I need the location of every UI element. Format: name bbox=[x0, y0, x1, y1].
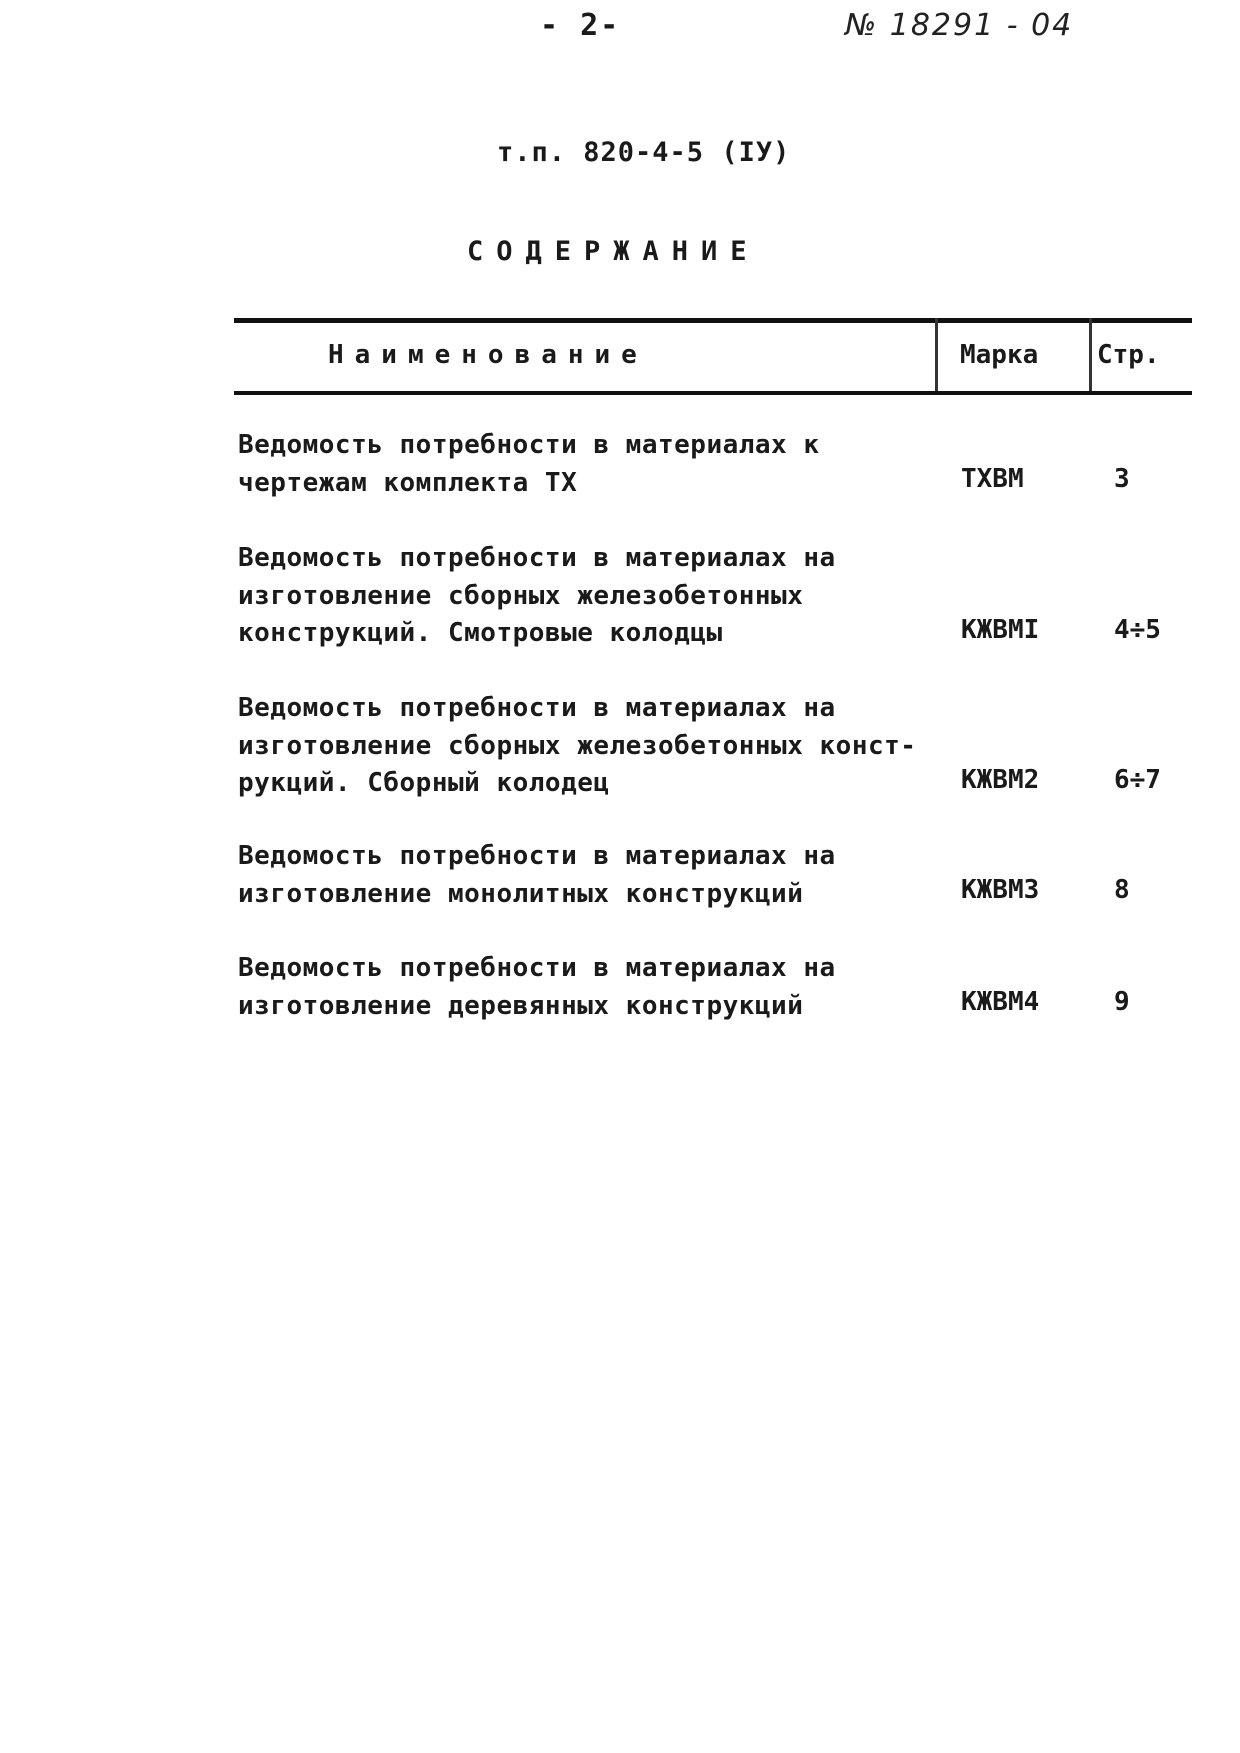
row-mark: ТХВМ bbox=[961, 464, 1024, 494]
handwritten-document-number: № 18291 - 04 bbox=[845, 8, 1074, 43]
row-page: 3 bbox=[1114, 464, 1130, 494]
column-header-page: Стр. bbox=[1097, 340, 1160, 370]
row-name: Ведомость потребности в материалах на изготовление сборных железобетонных конструкций. Смотровые колодцы bbox=[238, 543, 836, 648]
row-name: Ведомость потребности в материалах к чертежам комплекта ТХ bbox=[238, 430, 820, 498]
row-page: 9 bbox=[1114, 987, 1130, 1017]
row-mark: КЖВМ3 bbox=[961, 875, 1040, 905]
table-header-bottom-rule bbox=[234, 391, 1192, 395]
row-page: 8 bbox=[1114, 875, 1130, 905]
row-name: Ведомость потребности в материалах на изготовление монолитных конструкций bbox=[238, 841, 836, 909]
table-header-divider-1 bbox=[935, 318, 938, 392]
document-code: т.п. 820-4-5 (IУ) bbox=[497, 137, 791, 168]
row-mark: КЖВМ2 bbox=[961, 765, 1040, 795]
row-name: Ведомость потребности в материалах на изготовление сборных железобетонных конст- рукций. Сборный колодец bbox=[238, 693, 917, 798]
table-header-divider-2 bbox=[1089, 318, 1092, 392]
row-name: Ведомость потребности в материалах на изготовление деревянных конструкций bbox=[238, 953, 836, 1021]
column-header-name: Наименование bbox=[328, 340, 648, 370]
page-title: СОДЕРЖАНИЕ bbox=[467, 236, 760, 267]
row-mark: КЖВМI bbox=[961, 615, 1040, 645]
table-top-rule bbox=[234, 318, 1192, 323]
column-header-mark: Марка bbox=[960, 340, 1039, 370]
row-mark: КЖВМ4 bbox=[961, 987, 1040, 1017]
row-page: 4÷5 bbox=[1114, 615, 1161, 645]
page-number: - 2- bbox=[540, 8, 621, 43]
row-page: 6÷7 bbox=[1114, 765, 1161, 795]
